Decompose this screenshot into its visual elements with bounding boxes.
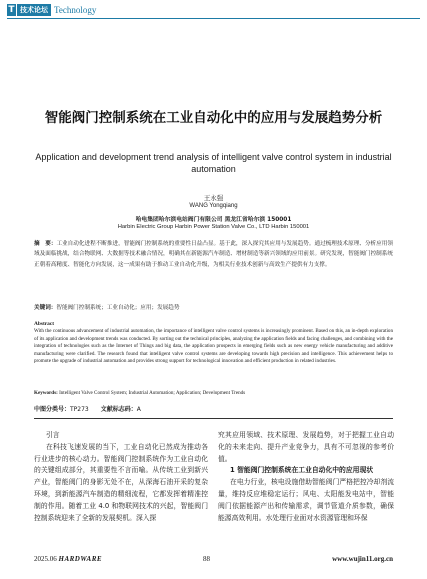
affiliation-en: Harbin Electric Group Harbin Power Station Valve Co., LTD Harbin 150001 (117, 224, 310, 230)
abstract-cn-text: 工业自动化进程不断推进，智能阀门控制系统的重要性日益凸显。基于此，深入探究其应用与发展趋势。通过梳理技术原理、分析应用领域及面临挑战，结合物联网、大数据等技术融合情况，明确其在新能源汽车制造、增材制造等新兴领域的应用前景。研究发现，智能阀门控制系统正朝着高精度、智能化方向发展，这一成果有助于推动工业自动化升级，为相关行业技术创新与高效生产提供有力支撑。 (34, 241, 393, 268)
journal-header (7, 3, 96, 17)
abstract-divider (34, 418, 393, 419)
abstract-cn-label: 摘 要： (34, 241, 57, 247)
article-title-en: Application and development trend analysis of intelligent valve control system in industrial automation (35, 152, 392, 174)
footer-issue-date: 2025.06 (34, 555, 57, 563)
doc-code-value: A (136, 406, 141, 413)
keywords-en (34, 390, 393, 396)
keywords-en-label: Keywords: (34, 390, 58, 396)
article-title-cn: 智能阀门控制系统在工业自动化中的应用与发展趋势分析 (44, 110, 383, 126)
header-divider (7, 18, 420, 19)
clc-label: 中图分类号： (34, 406, 71, 413)
section1-heading: 1 智能阀门控制系统在工业自动化中的应用现状 (230, 466, 374, 475)
journal-logo-icon: T (8, 5, 15, 15)
keywords-cn-label: 关键词： (34, 305, 57, 311)
abstract-en-text: With the continuous advancement of industrial automation, the importance of intelligent valve control systems is increasingly prominent. Based on this, an in-depth exploration of its application and development trends was conducted. By sorting out the technical principles, analyzing the application fields and facing challenges, and combining with the integration of technologies such as the Internet of Things and big data, the application prospects in emerging fields such as new energy vehicle manufacturing and additive manufacturing were clarified. The research found that intelligent valve control systems are developing towards high precision and intelligence. This achievement helps to promote the upgrade of industrial automation and provides strong support for technological innovation and efficient production in related industries. (34, 328, 393, 364)
author-name-en: WANG Yongqiang (189, 203, 238, 209)
section-label-cn: 技术论坛 (17, 4, 51, 16)
intro-paragraph-continued: 究其应用领域、技术原理、发展趋势，对于把握工业自动化的未来走向、提升产业竞争力，具有不可忽视的参考价值。 (218, 431, 394, 463)
body-column-right (218, 430, 394, 524)
section-label-en: Technology (54, 5, 97, 15)
section1-paragraph: 在电力行业，核电设施借助智能阀门严格把控冷却剂流量，维持反应堆稳定运行；风电、太阳能发电站中，智能阀门依据能源产出和传输需求，调节管道介质参数，确保能源高效利用。水处理行业面对水资源管理和环保 (218, 478, 394, 522)
footer-issue (34, 555, 102, 563)
keywords-cn (34, 303, 393, 311)
intro-paragraph: 在科技飞速发展的当下，工业自动化已然成为推动各行业进步的核心动力。智能阀门控制系统作为工业自动化的关键组成部分，其重要性不言而喻。从传统工业到新兴产业，智能阀门的身影无处不在，从深海石油开采的复杂环境，到新能源汽车制造的精细流程，它都发挥着精准控制的作用。随着工业 4.0 和物联网技术的兴起，智能阀门控制系统迎来了全新的发展契机。深入探 (34, 442, 208, 522)
clc-value: TP273 (70, 406, 89, 413)
affiliation-cn: 哈电集团哈尔滨电站阀门有限公司 黑龙江省哈尔滨 150001 (135, 217, 292, 223)
footer-magazine: HARDWARE (58, 555, 103, 563)
intro-heading: 引言 (46, 431, 60, 439)
doc-code-label: 文献标志码： (100, 406, 137, 413)
author-name-cn: 王永强 (203, 194, 224, 202)
body-column-left (34, 430, 208, 524)
keywords-cn-text: 智能阀门控制系统；工业自动化；应用；发展趋势 (56, 305, 180, 311)
abstract-en-label: Abstract (34, 321, 55, 327)
footer-website: www.wujin11.org.cn (332, 555, 393, 563)
keywords-en-text: Intelligent Valve Control System; Industrial Automation; Application; Development Trends (59, 390, 246, 396)
classification-line (34, 404, 141, 413)
page-number: 88 (203, 555, 210, 563)
abstract-cn (34, 239, 393, 270)
